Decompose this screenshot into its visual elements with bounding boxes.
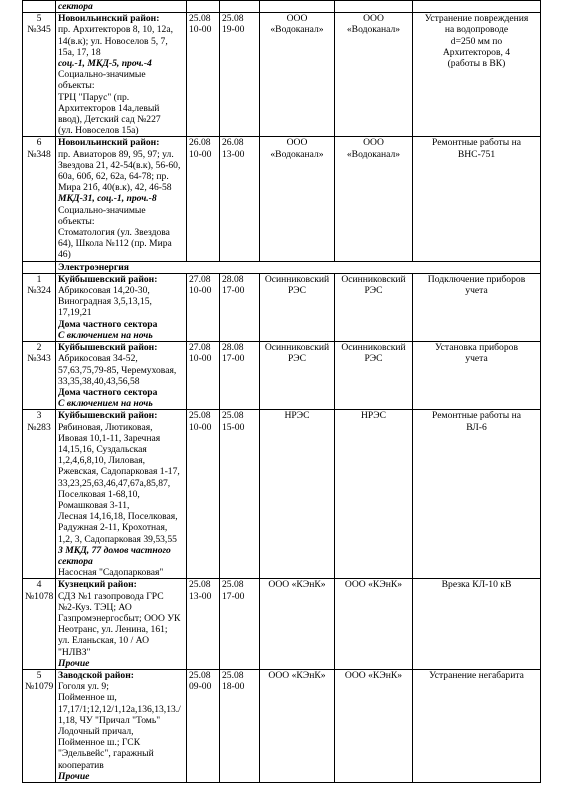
address-line: Радужная 2-11, Крохотная, [58,522,168,534]
table-row [23,13,541,137]
row-number-cell [23,669,56,782]
address-line: 1,2,4,6,8,10, Лиловая, [58,455,146,467]
address-line: 14,15,16, Суздальская [58,443,147,455]
row-number: 2 [36,342,42,354]
social-objects-title: объекты: [58,80,95,92]
organization-cell [260,579,335,670]
address-line: 1,2, 3, Садопарковая 39,53,55 [58,533,177,545]
address-line: Лесная 14,16,18, Поселковая, [58,511,178,523]
address-line: Ивовая 10,1-11, Заречная [58,432,161,444]
start-time: 10-00 [189,285,212,297]
address-cell [56,669,187,782]
address-line: 33,35,38,40,43,56,58 [58,375,140,387]
work-line: Врезка КЛ-10 кВ [441,579,512,591]
end-date: 25.08 [222,13,244,25]
district-label: Куйбышевский район: [58,273,158,285]
work-line: ВНС-751 [457,148,496,160]
address-line: 1,18, ЧУ "Причал "Томь" [58,714,161,726]
work-line: на водопроводе [444,24,509,36]
start-date: 25.08 [189,13,211,25]
start-cell [187,579,220,670]
end-date: 25.08 [222,410,244,422]
end-cell [220,137,260,261]
address-cell [56,342,187,410]
organization-line: НРЭС [284,410,310,422]
organization-line: ООО [286,13,308,25]
object-count-note: МКД-31, соц.-1, проч.-8 [58,193,157,205]
work-line: Устранение негабарита [429,669,524,681]
address-cell [56,579,187,670]
row-number: 4 [36,579,42,591]
end-date: 28.08 [222,273,244,285]
address-line: Лодочный причал, [58,726,134,737]
district-label: Новоильинский район: [58,13,160,25]
table-row [23,342,541,410]
address-line: кооператив [58,759,104,771]
district-label: Куйбышевский район: [58,342,158,354]
address-line: пр. Авиаторов 89, 95, 97; ул. [58,148,174,160]
organization-cell [260,137,335,261]
row-number-cell [23,410,56,579]
start-cell [187,669,220,782]
address-cell [56,273,187,341]
district-label: Куйбышевский район: [58,410,158,422]
organization-line: РЭС [287,285,307,297]
address-line: Абрикосовая 14,20-30, [58,285,150,297]
social-object-line: (ул. Новоселов 15а) [58,125,139,137]
address-cell [56,410,187,579]
address-line: Мира 21б, 40(в.к), 42, 46-58 [58,182,172,194]
owner-line: ООО «КЭнК» [344,669,403,681]
organization-cell [260,273,335,341]
work-cell [413,13,541,137]
social-objects-title: объекты: [58,215,95,227]
end-date: 25.08 [222,669,244,681]
table-row [23,410,541,579]
social-object-line: 64), Школа №112 (пр. Мира [58,238,172,250]
end-date: 28.08 [222,342,244,354]
work-line: учета [465,353,488,365]
start-time: 10-00 [189,148,212,160]
section-title: Электроэнергия [56,261,541,273]
start-cell [187,137,220,261]
start-time: 09-00 [189,681,212,693]
end-time: 15-00 [222,421,245,433]
work-line: ВЛ-6 [466,421,487,433]
start-date: 25.08 [189,410,211,422]
start-date: 25.08 [189,579,211,591]
end-cell [220,410,260,579]
row-id: №283 [27,421,51,433]
address-line: Абрикосовая 34-52, [58,353,138,365]
organization-line: Осинниковский [264,342,330,354]
object-count-note: Прочие [58,657,90,669]
row-id: №1079 [25,681,54,693]
address-cell [56,13,187,137]
owner-line: РЭС [364,353,383,365]
work-cell [413,410,541,579]
table-row [23,669,541,782]
work-line: (работы в ВК) [447,58,506,70]
organization-line: «Водоканал» [270,148,324,160]
address-line: Гоголя ул. 9; [58,681,109,693]
start-time: 13-00 [189,590,212,602]
row-number-cell [23,273,56,341]
row-number-cell [23,342,56,410]
address-line: №2-Куз. ТЭЦ; АО [58,601,132,613]
address-line: ул. Еланьская, 10 / АО [58,635,150,647]
address-line: "НЛВЗ" [58,646,91,658]
row-number: 3 [36,410,42,422]
organization-line: ООО [286,137,308,149]
address-line: 60а, 60б, 62, 62а, 64-78; пр. [58,171,169,183]
owner-line: ООО [363,137,384,149]
owner-line: РЭС [364,285,383,297]
continued-note: сектора [58,1,93,12]
work-line: Установка приборов [435,342,518,354]
row-number: 5 [36,13,42,25]
social-object-line: ТРЦ "Парус" (пр. [58,91,130,103]
work-line: Ремонтные работы на [432,137,521,149]
row-number: 1 [36,273,42,285]
social-object-line: Стоматология (ул. Звездова [58,227,170,239]
section-row [23,261,541,273]
work-line: d=250 мм по [450,35,503,47]
row-number-cell [23,579,56,670]
object-count-note: 3 МКД, 77 домов частного [58,544,171,556]
outage-schedule-page [22,0,541,783]
address-line: 17,19,21 [58,307,92,319]
end-cell [220,342,260,410]
address-line: Рябиновая, Лютиковая, [58,421,153,433]
address-line: Пойменное ш, [58,692,117,704]
social-objects-title: Социально-значимые [58,204,146,216]
work-line: Архитекторов, 4 [442,46,511,58]
organization-cell [260,342,335,410]
owner-cell [335,669,413,782]
extra-object-line: Насосная "Садопарковая" [58,567,164,579]
table-row [23,579,541,670]
owner-cell [335,579,413,670]
work-cell [413,137,541,261]
address-line: Ржевская, Садопарковая 1-17, [58,466,180,478]
district-label: Заводской район: [58,669,134,681]
start-time: 10-00 [189,353,212,365]
night-switch-note: С включением на ночь [58,329,153,341]
end-date: 25.08 [222,579,244,591]
table-row [23,137,541,261]
start-date: 27.08 [189,342,211,354]
address-line: 17,17/1;12,12/1,12а,136,13,13./ [58,703,181,715]
owner-line: Осинниковский [341,342,406,354]
social-object-line: 46) [58,249,71,261]
row-number-cell [23,13,56,137]
start-cell [187,273,220,341]
start-cell [187,342,220,410]
address-line: Ромашковая 3-11, [58,499,130,511]
start-date: 25.08 [189,669,211,681]
work-cell [413,579,541,670]
address-cell [56,137,187,261]
end-cell [220,579,260,670]
address-line: Пойменное ш.; ГСК [58,737,141,749]
end-time: 17-00 [222,353,245,365]
address-line: 33,23,25,63,46,47,67а,85,87, [58,477,171,489]
end-cell [220,13,260,137]
organization-cell [260,410,335,579]
row-number: 5 [36,669,42,681]
organization-line: ООО «КЭнК» [268,579,326,591]
organization-cell [260,13,335,137]
outage-table [22,0,541,783]
start-date: 26.08 [189,137,211,149]
end-cell [220,669,260,782]
owner-cell [335,342,413,410]
end-cell [220,273,260,341]
owner-line: Осинниковский [341,273,406,285]
row-id: №345 [27,24,51,36]
work-line: Подключение приборов [427,273,526,285]
organization-line: ООО «КЭнК» [268,669,326,681]
table-row [23,273,541,341]
work-cell [413,273,541,341]
end-time: 13-00 [222,148,245,160]
start-date: 27.08 [189,273,211,285]
housing-type-note: Дома частного сектора [58,386,158,398]
address-line: СДЗ №1 газопровода ГРС [58,590,164,602]
organization-line: «Водоканал» [270,24,324,36]
owner-cell [335,410,413,579]
row-id: №343 [27,353,51,365]
owner-line: ООО [363,13,384,25]
start-cell [187,410,220,579]
organization-line: РЭС [287,353,307,365]
organization-cell [260,669,335,782]
owner-line: «Водоканал» [346,24,401,36]
end-time: 18-00 [222,681,245,693]
address-line: Поселковая 1-68,10, [58,488,140,500]
end-time: 17-00 [222,590,245,602]
district-label: Кузнецкий район: [58,579,137,591]
address-line: пр. Архитекторов 8, 10, 12а, [58,24,173,36]
owner-cell [335,137,413,261]
owner-cell [335,273,413,341]
work-cell [413,669,541,782]
address-line: "Эдельвейс", гаражный [58,748,154,760]
housing-type-note: Дома частного сектора [58,318,158,330]
address-line: Неотранс, ул. Ленина, 161; [58,624,168,636]
table-row-continuation [23,1,541,13]
organization-line: Осинниковский [264,273,330,285]
social-object-line: ввод), Детский сад №227 [58,114,161,126]
row-number: 6 [36,137,42,149]
start-time: 10-00 [189,421,212,433]
start-time: 10-00 [189,24,212,36]
row-id: №1078 [25,590,54,602]
address-line: 15а, 17, 18 [58,46,101,58]
address-line: Виноградная 3,5,13,15, [58,296,152,308]
object-count-note: сектора [58,555,93,567]
night-switch-note: С включением на ночь [58,398,153,410]
start-cell [187,13,220,137]
address-line: Газпромэнергосбыт; ООО УК [58,612,181,624]
owner-line: «Водоканал» [346,148,401,160]
object-count-note: Прочие [58,770,90,782]
end-time: 17-00 [222,285,245,297]
end-date: 26.08 [222,137,244,149]
social-object-line: Архитекторов 14а,левый [58,102,160,114]
row-id: №348 [27,148,51,160]
row-id: №324 [27,285,51,297]
address-line: Звездова 21, 42-54(в.к), 56-60, [58,159,181,171]
address-line: 14(в.к); ул. Новоселов 5, 7, [58,35,168,47]
work-line: Ремонтные работы на [432,410,521,422]
object-count-note: соц.-1, МКД-5, проч.-4 [58,58,152,70]
owner-line: НРЭС [361,410,386,422]
social-objects-title: Социально-значимые [58,69,146,81]
address-line: 57,63,75,79-85, Черемуховая, [58,364,177,376]
work-line: Устранение повреждения [424,13,529,25]
row-number-cell [23,137,56,261]
end-time: 19-00 [222,24,245,36]
owner-line: ООО «КЭнК» [344,579,403,591]
work-cell [413,342,541,410]
work-line: учета [465,285,488,297]
owner-cell [335,13,413,137]
district-label: Новоильинский район: [58,137,160,149]
